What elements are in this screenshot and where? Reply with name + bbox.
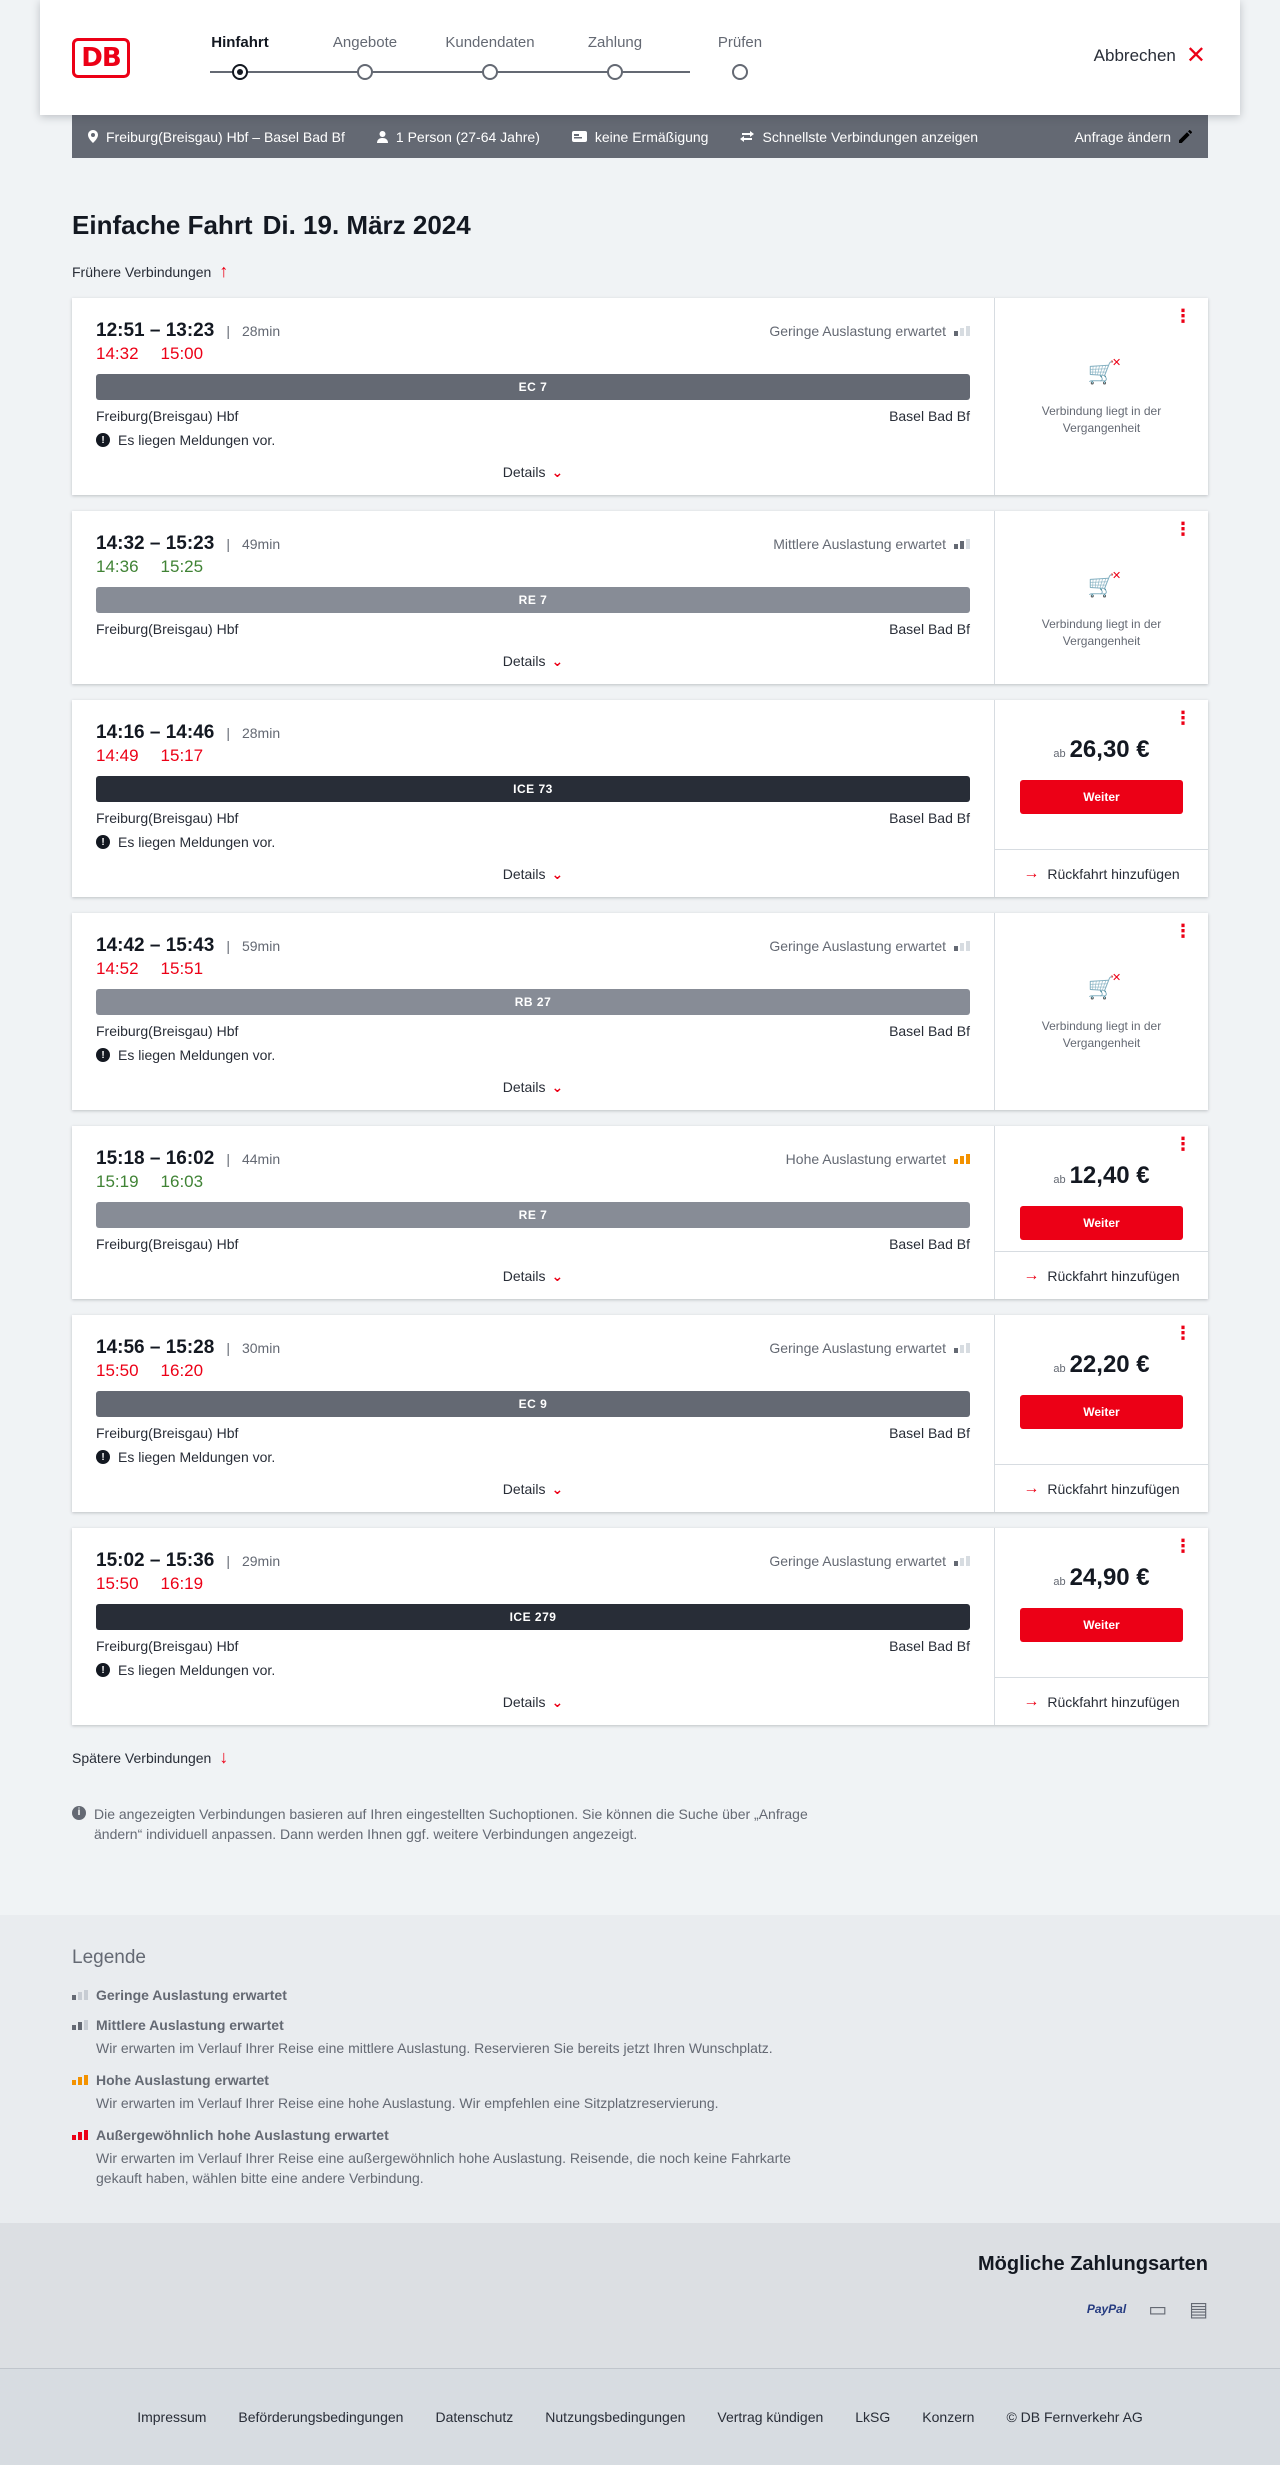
more-options-icon[interactable]: ⋮ bbox=[1174, 708, 1192, 728]
price-prefix: ab bbox=[1053, 748, 1066, 760]
price-value: 12,40 € bbox=[1069, 1162, 1150, 1189]
weiter-button[interactable]: Weiter bbox=[1020, 1608, 1183, 1642]
legend-item-title: Mittlere Auslastung erwartet bbox=[96, 2016, 284, 2033]
search-option-text: Schnellste Verbindungen anzeigen bbox=[762, 128, 979, 145]
search-summary-bar bbox=[72, 115, 1208, 158]
details-toggle[interactable] bbox=[96, 1079, 970, 1096]
departure-station: Freiburg(Breisgau) Hbf bbox=[96, 621, 239, 637]
step-hinfahrt bbox=[180, 34, 300, 80]
more-options-icon[interactable]: ⋮ bbox=[1174, 519, 1192, 539]
step-label: Hinfahrt bbox=[211, 34, 269, 51]
chevron-down-icon: ⌄ bbox=[551, 1694, 564, 1710]
info-icon: i bbox=[72, 1806, 86, 1820]
bahncard-icon bbox=[572, 131, 587, 142]
later-connections-link[interactable] bbox=[72, 1747, 1208, 1768]
extreme-load-icon bbox=[72, 2130, 88, 2140]
legend-item-text: Wir erwarten im Verlauf Ihrer Reise eine außergewöhnlich hohe Auslastung. Reisende, die noch keine Fahrkarte gekauft haben, wählen bitte eine andere Verbindung. bbox=[96, 2150, 791, 2187]
realtime-arrival: 16:03 bbox=[160, 1172, 204, 1191]
legend-item-low bbox=[72, 1987, 1208, 2003]
offer-panel bbox=[995, 913, 1208, 1110]
station-row bbox=[96, 1236, 970, 1252]
load-indicator bbox=[769, 1553, 970, 1569]
warning-icon: ! bbox=[96, 835, 110, 849]
load-text: Hohe Auslastung erwartet bbox=[785, 1151, 946, 1167]
step-dot bbox=[607, 64, 623, 80]
add-return-trip-button[interactable] bbox=[995, 1251, 1208, 1299]
load-text: Geringe Auslastung erwartet bbox=[769, 938, 946, 954]
details-label: Details bbox=[502, 1079, 546, 1095]
station-row bbox=[96, 1425, 970, 1441]
planned-times: 14:16 – 14:46 bbox=[96, 722, 215, 743]
step-pruefen bbox=[680, 34, 800, 80]
chevron-down-icon: ⌄ bbox=[551, 653, 564, 669]
realtime-departure: 14:52 bbox=[96, 959, 139, 978]
connection-main[interactable] bbox=[72, 913, 995, 1110]
weiter-button[interactable]: Weiter bbox=[1020, 780, 1183, 814]
medium-load-icon bbox=[72, 2020, 88, 2030]
connection-card bbox=[72, 700, 1208, 897]
details-toggle[interactable] bbox=[96, 464, 970, 481]
trip-date: Di. 19. März 2024 bbox=[262, 210, 471, 240]
booking-header bbox=[40, 0, 1240, 115]
load-text: Geringe Auslastung erwartet bbox=[769, 323, 946, 339]
notice-message bbox=[96, 432, 970, 448]
traveller-summary bbox=[377, 129, 540, 145]
footer-link[interactable]: LkSG bbox=[855, 2408, 891, 2425]
arrival-station: Basel Bad Bf bbox=[889, 408, 970, 424]
load-icon bbox=[954, 1556, 970, 1566]
realtime-departure: 15:50 bbox=[96, 1361, 139, 1380]
legend-item-title: Hohe Auslastung erwartet bbox=[96, 2071, 269, 2088]
chevron-down-icon: ⌄ bbox=[551, 866, 564, 882]
footer-link[interactable]: Impressum bbox=[137, 2408, 207, 2425]
legend-item-text: Wir erwarten im Verlauf Ihrer Reise eine hohe Auslastung. Wir empfehlen eine Sitzplatzreservierung. bbox=[96, 2094, 719, 2111]
arrow-right-icon: → bbox=[1023, 1266, 1040, 1284]
weiter-button[interactable]: Weiter bbox=[1020, 1395, 1183, 1429]
past-text: Verbindung liegt in der Vergangenheit bbox=[1041, 1018, 1162, 1050]
footer-link[interactable]: Vertrag kündigen bbox=[717, 2408, 824, 2425]
connection-main[interactable] bbox=[72, 1528, 995, 1725]
realtime-arrival: 15:17 bbox=[160, 746, 204, 765]
connection-card bbox=[72, 511, 1208, 684]
offer-panel bbox=[995, 1315, 1208, 1512]
planned-times: 15:18 – 16:02 bbox=[96, 1148, 215, 1169]
route-summary bbox=[88, 129, 345, 145]
more-options-icon[interactable]: ⋮ bbox=[1174, 1536, 1192, 1556]
planned-times: 14:56 – 15:28 bbox=[96, 1337, 215, 1358]
edit-request-button[interactable] bbox=[1074, 129, 1192, 145]
load-indicator bbox=[773, 536, 970, 552]
discount-text: keine Ermäßigung bbox=[594, 128, 709, 145]
planned-times: 15:02 – 15:36 bbox=[96, 1550, 215, 1571]
separator: | bbox=[226, 938, 230, 954]
station-row bbox=[96, 1023, 970, 1039]
warning-icon: ! bbox=[96, 1450, 110, 1464]
load-icon bbox=[954, 1343, 970, 1353]
price-display bbox=[995, 1351, 1208, 1379]
connection-main[interactable] bbox=[72, 700, 995, 897]
discount-summary bbox=[572, 129, 709, 145]
arrival-station: Basel Bad Bf bbox=[889, 621, 970, 637]
add-return-label: Rückfahrt hinzufügen bbox=[1047, 1480, 1180, 1497]
step-dot bbox=[482, 64, 498, 80]
train-badge: ICE 73 bbox=[96, 776, 970, 802]
step-dot bbox=[357, 64, 373, 80]
paypal-icon: PayPal bbox=[1086, 2302, 1127, 2317]
details-toggle[interactable] bbox=[96, 1481, 970, 1498]
duration: 28min bbox=[241, 323, 281, 339]
payment-methods bbox=[0, 2223, 1280, 2368]
load-icon bbox=[954, 941, 970, 951]
train-badge: EC 7 bbox=[96, 374, 970, 400]
offer-panel bbox=[995, 1528, 1208, 1725]
notice-message bbox=[96, 834, 970, 850]
notice-text: Es liegen Meldungen vor. bbox=[118, 1449, 276, 1465]
warning-icon: ! bbox=[96, 1663, 110, 1677]
realtime-times bbox=[96, 557, 970, 577]
site-footer bbox=[0, 2368, 1280, 2465]
connection-card bbox=[72, 1315, 1208, 1512]
arrival-station: Basel Bad Bf bbox=[889, 1023, 970, 1039]
past-text: Verbindung liegt in der Vergangenheit bbox=[1041, 403, 1162, 435]
departure-station: Freiburg(Breisgau) Hbf bbox=[96, 810, 239, 826]
realtime-times bbox=[96, 1574, 970, 1594]
realtime-arrival: 15:51 bbox=[160, 959, 204, 978]
more-options-icon[interactable]: ⋮ bbox=[1174, 1134, 1192, 1154]
station-row bbox=[96, 408, 970, 424]
past-text: Verbindung liegt in der Vergangenheit bbox=[1041, 616, 1162, 648]
price-value: 26,30 € bbox=[1069, 736, 1150, 763]
separator: | bbox=[226, 1151, 230, 1167]
details-label: Details bbox=[502, 1481, 546, 1497]
legend-item-medium bbox=[72, 2017, 1208, 2058]
realtime-arrival: 15:25 bbox=[160, 557, 204, 576]
legend-item-extreme bbox=[72, 2127, 1208, 2189]
departure-station: Freiburg(Breisgau) Hbf bbox=[96, 1638, 239, 1654]
main-content bbox=[72, 210, 1208, 1845]
arrival-station: Basel Bad Bf bbox=[889, 810, 970, 826]
low-load-icon bbox=[72, 1990, 88, 2000]
details-label: Details bbox=[502, 653, 546, 669]
price-prefix: ab bbox=[1053, 1363, 1066, 1375]
connection-card bbox=[72, 913, 1208, 1110]
planned-times: 12:51 – 13:23 bbox=[96, 320, 215, 341]
separator: | bbox=[226, 1553, 230, 1569]
load-icon bbox=[954, 1154, 970, 1164]
realtime-arrival: 16:19 bbox=[160, 1574, 204, 1593]
arrow-down-icon: ↓ bbox=[219, 1747, 229, 1767]
departure-station: Freiburg(Breisgau) Hbf bbox=[96, 1425, 239, 1441]
legend-title: Legende bbox=[72, 1946, 146, 1968]
person-icon bbox=[377, 131, 388, 143]
separator: | bbox=[226, 323, 230, 339]
price-display bbox=[995, 1162, 1208, 1190]
footer-link[interactable]: Beförderungsbedingungen bbox=[238, 2408, 404, 2425]
step-label: Zahlung bbox=[587, 34, 643, 51]
train-badge: RB 27 bbox=[96, 989, 970, 1015]
footer-link[interactable]: Datenschutz bbox=[435, 2408, 514, 2425]
later-connections-label: Spätere Verbindungen bbox=[72, 1749, 212, 1766]
offer-panel bbox=[995, 298, 1208, 495]
duration: 28min bbox=[241, 725, 281, 741]
close-icon: ✕ bbox=[1185, 42, 1206, 69]
connection-card bbox=[72, 1528, 1208, 1725]
connection-main[interactable] bbox=[72, 511, 995, 684]
notice-text: Es liegen Meldungen vor. bbox=[118, 1047, 276, 1063]
arrow-right-icon: → bbox=[1023, 864, 1040, 882]
load-text: Geringe Auslastung erwartet bbox=[769, 1340, 946, 1356]
cart-unavailable-icon: 🛒 ✕ bbox=[1087, 972, 1122, 1000]
add-return-label: Rückfahrt hinzufügen bbox=[1047, 1693, 1180, 1710]
step-label: Kundendaten bbox=[445, 34, 535, 51]
arrow-right-icon: → bbox=[1023, 1479, 1040, 1497]
warning-icon: ! bbox=[96, 1048, 110, 1062]
traveller-text: 1 Person (27-64 Jahre) bbox=[395, 128, 540, 145]
add-return-trip-button[interactable] bbox=[995, 849, 1208, 897]
train-badge: EC 9 bbox=[96, 1391, 970, 1417]
past-connection-info bbox=[995, 358, 1208, 436]
departure-station: Freiburg(Breisgau) Hbf bbox=[96, 1236, 239, 1252]
legend-item-text: Wir erwarten im Verlauf Ihrer Reise eine mittlere Auslastung. Reservieren Sie bereits jetzt Ihren Wunschplatz. bbox=[96, 2039, 773, 2056]
payment-icons bbox=[1087, 2297, 1208, 2322]
offer-panel bbox=[995, 1126, 1208, 1299]
search-info-note bbox=[72, 1804, 832, 1845]
price-display bbox=[995, 736, 1208, 764]
realtime-departure: 14:49 bbox=[96, 746, 139, 765]
legend-item-title: Außergewöhnlich hohe Auslastung erwartet bbox=[96, 2127, 389, 2144]
weiter-button[interactable]: Weiter bbox=[1020, 1206, 1183, 1240]
earlier-connections-link[interactable] bbox=[72, 261, 1208, 282]
separator: | bbox=[226, 536, 230, 552]
progress-steps bbox=[180, 34, 820, 84]
payment-title: Mögliche Zahlungsarten bbox=[977, 2252, 1208, 2275]
realtime-times bbox=[96, 344, 970, 364]
station-row bbox=[96, 621, 970, 637]
cart-unavailable-icon: 🛒 ✕ bbox=[1087, 357, 1122, 385]
realtime-departure: 14:32 bbox=[96, 344, 139, 363]
details-toggle[interactable] bbox=[96, 1694, 970, 1711]
details-label: Details bbox=[502, 1268, 546, 1284]
cancel-button[interactable] bbox=[1093, 42, 1206, 69]
high-load-icon bbox=[72, 2075, 88, 2085]
chevron-down-icon: ⌄ bbox=[551, 1481, 564, 1497]
cancel-label: Abbrechen bbox=[1093, 46, 1176, 65]
realtime-times bbox=[96, 1172, 970, 1192]
load-text: Mittlere Auslastung erwartet bbox=[773, 536, 946, 552]
details-label: Details bbox=[502, 464, 546, 480]
arrival-station: Basel Bad Bf bbox=[889, 1638, 970, 1654]
step-dot bbox=[232, 64, 248, 80]
step-label: Prüfen bbox=[717, 34, 763, 51]
realtime-times bbox=[96, 1361, 970, 1381]
realtime-departure: 15:50 bbox=[96, 1574, 139, 1593]
station-row bbox=[96, 810, 970, 826]
load-icon bbox=[954, 539, 970, 549]
duration: 59min bbox=[241, 938, 281, 954]
arrow-right-icon: → bbox=[1023, 1692, 1040, 1710]
train-badge: RE 7 bbox=[96, 1202, 970, 1228]
earlier-connections-label: Frühere Verbindungen bbox=[72, 263, 212, 280]
footer-link[interactable]: Konzern bbox=[922, 2408, 975, 2425]
arrival-station: Basel Bad Bf bbox=[889, 1425, 970, 1441]
notice-message bbox=[96, 1449, 970, 1465]
load-indicator bbox=[769, 323, 970, 339]
load-indicator bbox=[786, 1151, 970, 1167]
arrival-station: Basel Bad Bf bbox=[889, 1236, 970, 1252]
separator: | bbox=[226, 1340, 230, 1356]
load-legend bbox=[0, 1915, 1280, 2223]
add-return-label: Rückfahrt hinzufügen bbox=[1047, 865, 1180, 882]
offer-panel bbox=[995, 700, 1208, 897]
planned-times: 14:42 – 15:43 bbox=[96, 935, 215, 956]
warning-icon: ! bbox=[96, 433, 110, 447]
notice-text: Es liegen Meldungen vor. bbox=[118, 432, 276, 448]
credit-card-icon: ▭ bbox=[1148, 2298, 1168, 2321]
connection-card bbox=[72, 1126, 1208, 1299]
load-text: Geringe Auslastung erwartet bbox=[769, 1553, 946, 1569]
realtime-times bbox=[96, 959, 970, 979]
realtime-departure: 14:36 bbox=[96, 557, 139, 576]
price-value: 24,90 € bbox=[1069, 1564, 1150, 1591]
duration: 44min bbox=[241, 1151, 281, 1167]
chevron-down-icon: ⌄ bbox=[551, 1268, 564, 1284]
past-connection-info bbox=[995, 973, 1208, 1051]
details-label: Details bbox=[502, 866, 546, 882]
load-indicator bbox=[769, 938, 970, 954]
realtime-arrival: 16:20 bbox=[160, 1361, 204, 1380]
route-text: Freiburg(Breisgau) Hbf – Basel Bad Bf bbox=[106, 128, 345, 145]
connection-main[interactable] bbox=[72, 1126, 995, 1299]
station-row bbox=[96, 1638, 970, 1654]
search-option-summary bbox=[740, 129, 978, 145]
footer-link[interactable]: Nutzungsbedingungen bbox=[545, 2408, 686, 2425]
realtime-departure: 15:19 bbox=[96, 1172, 139, 1191]
duration: 29min bbox=[241, 1553, 281, 1569]
pencil-icon bbox=[1179, 130, 1192, 143]
realtime-arrival: 15:00 bbox=[160, 344, 204, 363]
duration: 49min bbox=[241, 536, 281, 552]
connection-list bbox=[72, 298, 1208, 1725]
chevron-down-icon: ⌄ bbox=[551, 1079, 564, 1095]
connection-main[interactable] bbox=[72, 1315, 995, 1512]
load-icon bbox=[954, 326, 970, 336]
price-prefix: ab bbox=[1053, 1174, 1066, 1186]
planned-times: 14:32 – 15:23 bbox=[96, 533, 215, 554]
train-badge: RE 7 bbox=[96, 587, 970, 613]
more-options-icon[interactable]: ⋮ bbox=[1174, 306, 1192, 326]
past-connection-info bbox=[995, 571, 1208, 649]
info-text: Die angezeigten Verbindungen basieren auf Ihren eingestellten Suchoptionen. Sie können die Suche über „Anfrage ändern“ individuell anpassen. Dann werden Ihnen ggf. weitere Verbindungen angezeigt. bbox=[94, 1806, 808, 1843]
db-logo[interactable]: DB bbox=[72, 38, 130, 78]
swap-arrows-icon bbox=[740, 131, 754, 142]
price-display bbox=[995, 1564, 1208, 1592]
departure-station: Freiburg(Breisgau) Hbf bbox=[96, 1023, 239, 1039]
notice-text: Es liegen Meldungen vor. bbox=[118, 834, 276, 850]
notice-message bbox=[96, 1662, 970, 1678]
step-zahlung bbox=[555, 34, 675, 80]
realtime-times bbox=[96, 746, 970, 766]
details-label: Details bbox=[502, 1694, 546, 1710]
step-kundendaten bbox=[430, 34, 550, 80]
arrow-up-icon: ↑ bbox=[219, 261, 229, 281]
legend-item-title: Geringe Auslastung erwartet bbox=[96, 1986, 287, 2003]
price-prefix: ab bbox=[1053, 1576, 1066, 1588]
edit-request-label: Anfrage ändern bbox=[1074, 128, 1171, 145]
add-return-label: Rückfahrt hinzufügen bbox=[1047, 1267, 1180, 1284]
step-dot bbox=[732, 64, 748, 80]
connection-main[interactable] bbox=[72, 298, 995, 495]
more-options-icon[interactable]: ⋮ bbox=[1174, 921, 1192, 941]
trip-type: Einfache Fahrt bbox=[72, 210, 253, 240]
connection-card bbox=[72, 298, 1208, 495]
page-title bbox=[72, 210, 1208, 241]
chevron-down-icon: ⌄ bbox=[551, 464, 564, 480]
details-toggle[interactable] bbox=[96, 653, 970, 670]
location-pin-icon bbox=[88, 130, 98, 143]
load-indicator bbox=[769, 1340, 970, 1356]
price-value: 22,20 € bbox=[1069, 1351, 1150, 1378]
sepa-icon: ▤ bbox=[1189, 2298, 1208, 2321]
offer-panel bbox=[995, 511, 1208, 684]
train-badge: ICE 279 bbox=[96, 1604, 970, 1630]
add-return-trip-button[interactable] bbox=[995, 1677, 1208, 1725]
more-options-icon[interactable]: ⋮ bbox=[1174, 1323, 1192, 1343]
cart-unavailable-icon: 🛒 ✕ bbox=[1087, 570, 1122, 598]
notice-text: Es liegen Meldungen vor. bbox=[118, 1662, 276, 1678]
details-toggle[interactable] bbox=[96, 1268, 970, 1285]
details-toggle[interactable] bbox=[96, 866, 970, 883]
add-return-trip-button[interactable] bbox=[995, 1464, 1208, 1512]
footer-link[interactable]: © DB Fernverkehr AG bbox=[1006, 2408, 1143, 2425]
step-angebote bbox=[305, 34, 425, 80]
separator: | bbox=[226, 725, 230, 741]
duration: 30min bbox=[241, 1340, 281, 1356]
departure-station: Freiburg(Breisgau) Hbf bbox=[96, 408, 239, 424]
step-label: Angebote bbox=[332, 34, 398, 51]
notice-message bbox=[96, 1047, 970, 1063]
legend-item-high bbox=[72, 2072, 1208, 2113]
